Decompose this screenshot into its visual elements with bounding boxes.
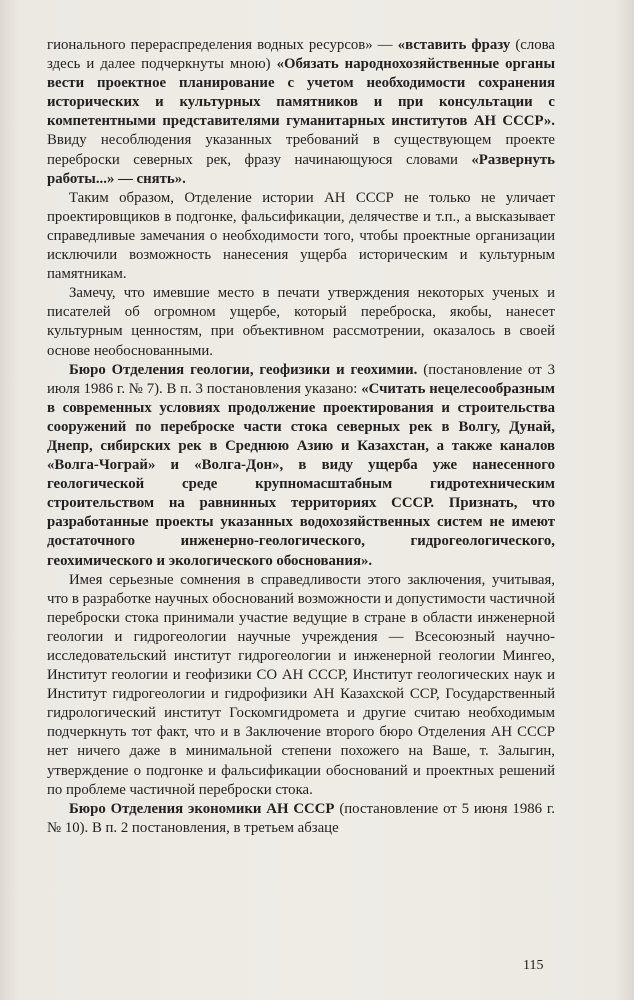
text-run: (постановление от 3 июля 1986 г. № 7). В п. 3 постановления указано:: [47, 361, 555, 397]
bold-text-run: «вставить фразу: [397, 37, 511, 53]
bold-text-run: «Развернуть работы...» — снять».: [47, 151, 555, 187]
paragraph: [47, 571, 555, 800]
text-run: Таким образом, Отделение истории АН СССР не только не уличает проектировщиков в подгонке, фальсификации, делячестве и т.п., а высказывает справедливые замечания о необходимости того, чтобы проектные организации исключили возможность нанесения ущерба историческим и культурным памятникам.: [47, 189, 555, 283]
paragraph: [47, 36, 555, 189]
paragraph: [47, 189, 555, 284]
text-run: Имея серьезные сомнения в справедливости этого заключения, учитывая, что в разработке научных обоснований возможности и допустимости частичной переброски стока принимали участие ведущие в стране в области инженерной геологии и гидрогеологии научные учреждения — Всесоюзный научно-исследовательский институт гидрогеологии и инженерной геологии Мингео, Институт геологии и геофизики СО АН СССР, Институт геологических наук и Институт гидрогеологии и гидрофизики АН Казахской ССР, Государственный гидрологический институт Госкомгидромета и другие считаю необходимым подчеркнуть тот факт, что и в Заключение второго бюро Отделения АН СССР нет ничего даже в минимальной степени похожего на Ваше, т. Залыгин, утверждение о подгонке и фальсификации обоснований и проектных решений по проблеме частичной переброски стока.: [47, 571, 555, 798]
body-text: [47, 36, 555, 838]
bold-text-run: Бюро Отделения экономики АН СССР: [69, 800, 335, 817]
text-run: гионального перераспределения водных ресурсов» —: [47, 37, 398, 53]
paragraph: [47, 284, 555, 360]
text-run: (постановление от 5 июня 1986 г. № 10). В п. 2 постановления, в третьем абзаце: [47, 800, 555, 836]
bold-text-run: «Считать нецелесообразным в современных условиях продолжение проектирования и строительства сооружений по переброске части стока северных рек в Волгу, Дунай, Днепр, сибирских рек в Среднюю Азию и Казахстан, а также каналов «Волга-Чограй» и «Волга-Дон», в виду ущерба уже нанесенного геологической среде крупномасштабным гидротехническим строительством на равнинных территориях СССР. Признать, что разработанные проекты указанных водохозяйственных систем не имеют достаточного инженерно-геологического, гидрогеологического, геохимического и экологического обоснования».: [47, 380, 556, 569]
bold-text-run: «Обязать народнохозяйственные органы вести проектное планирование с учетом необходимости сохранения исторических и культурных памятников и при консультации с компетентными представителями гуманитарных институтов АН СССР».: [47, 56, 555, 130]
page-number: 115: [523, 958, 544, 973]
text-run: (слова здесь и далее подчеркнуты мною): [47, 37, 555, 73]
text-run: Ввиду несоблюдения указанных требований в существующем проекте переброски северных рек, фразу начинающуюся словами: [47, 132, 555, 168]
paragraph: [47, 361, 555, 571]
paragraph: [47, 800, 555, 838]
bold-text-run: Бюро Отделения геологии, геофизики и геохимии.: [69, 361, 418, 378]
text-run: Замечу, что имевшие место в печати утверждения некоторых ученых и писателей об огромном ущербе, который переброска, якобы, нанесет культурным ценностям, при объективном рассмотрении, оказалось в своей основе необоснованными.: [47, 285, 555, 359]
